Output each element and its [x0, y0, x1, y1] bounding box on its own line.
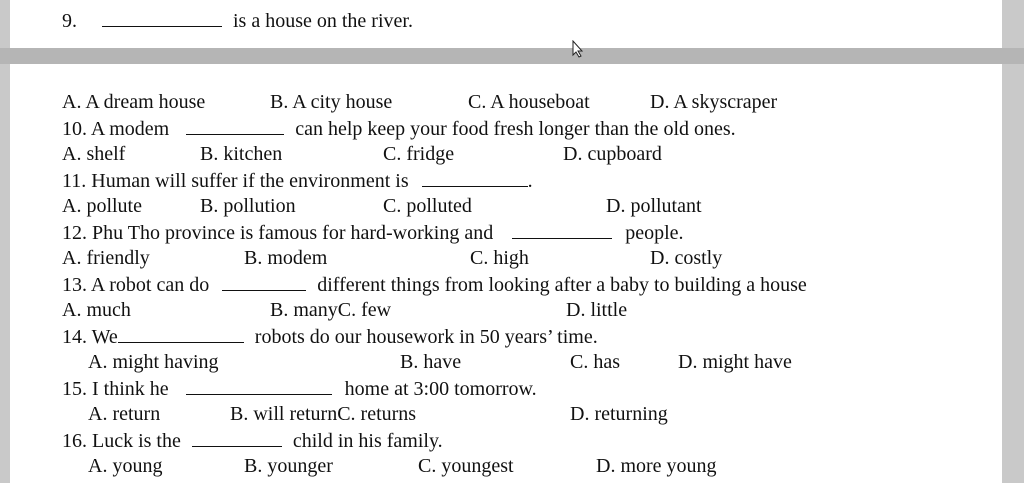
page-break-gap: [0, 48, 1024, 64]
answer-blank: [186, 376, 332, 395]
option-b[interactable]: B. kitchen: [200, 143, 283, 165]
option-c[interactable]: C. fridge: [383, 143, 455, 165]
answer-blank: [186, 116, 284, 135]
option-c[interactable]: C. A houseboat: [468, 91, 590, 113]
question-10: [62, 116, 736, 141]
option-d[interactable]: D. returning: [570, 403, 668, 425]
option-a[interactable]: A. might having: [88, 351, 219, 373]
option-b[interactable]: B. pollution: [200, 195, 296, 217]
question-number: 9.: [62, 10, 77, 32]
answer-blank: [102, 8, 222, 27]
question-11: [62, 168, 533, 193]
question-text: 16. Luck is the: [62, 430, 181, 452]
option-b[interactable]: B. A city house: [270, 91, 393, 113]
option-b[interactable]: B. have: [400, 351, 462, 373]
question-text: 13. A robot can do: [62, 274, 210, 296]
question-15: [62, 376, 537, 401]
option-a[interactable]: A. shelf: [62, 143, 126, 165]
option-c[interactable]: C. high: [470, 247, 529, 269]
answer-blank: [118, 324, 244, 343]
mouse-pointer-icon: [572, 40, 584, 58]
question-13: [62, 272, 807, 297]
question-text: different things from looking after a baby to building a house: [317, 274, 807, 296]
question-text: 11. Human will suffer if the environment is: [62, 170, 409, 192]
question-16: [62, 428, 443, 453]
answer-blank: [422, 168, 528, 187]
question-text: .: [527, 170, 533, 192]
option-a[interactable]: A. A dream house: [62, 91, 206, 113]
question-text: home at 3:00 tomorrow.: [344, 378, 537, 400]
option-c[interactable]: C. youngest: [418, 455, 514, 477]
option-d[interactable]: D. might have: [678, 351, 792, 373]
question-text: is a house on the river.: [233, 10, 413, 32]
option-d[interactable]: D. pollutant: [606, 195, 702, 217]
option-d[interactable]: D. costly: [650, 247, 723, 269]
question-9: [62, 8, 413, 33]
question-text: 15. I think he: [62, 378, 169, 400]
option-d[interactable]: D. little: [566, 299, 628, 321]
option-d[interactable]: D. more young: [596, 455, 717, 477]
answer-blank: [222, 272, 306, 291]
answer-blank: [512, 220, 612, 239]
question-14: [62, 324, 598, 349]
question-text: people.: [625, 222, 684, 244]
option-a[interactable]: A. young: [88, 455, 163, 477]
option-c[interactable]: C. polluted: [383, 195, 472, 217]
option-a[interactable]: A. return: [88, 403, 161, 425]
question-12: [62, 220, 684, 245]
option-c[interactable]: C. has: [570, 351, 620, 373]
option-b-c[interactable]: B. will returnC. returns: [230, 403, 417, 425]
question-text: can help keep your food fresh longer than the old ones.: [295, 118, 736, 140]
option-a[interactable]: A. friendly: [62, 247, 150, 269]
question-text: 14. We: [62, 326, 118, 348]
answer-blank: [192, 428, 282, 447]
option-a[interactable]: A. much: [62, 299, 131, 321]
option-d[interactable]: D. A skyscraper: [650, 91, 778, 113]
option-b[interactable]: B. younger: [244, 455, 333, 477]
question-text: robots do our housework in 50 years’ time.: [254, 326, 598, 348]
question-text: 12. Phu Tho province is famous for hard-working and: [62, 222, 494, 244]
option-d[interactable]: D. cupboard: [563, 143, 662, 165]
question-text: child in his family.: [292, 430, 443, 452]
option-b-c[interactable]: B. manyC. few: [270, 299, 392, 321]
question-text: 10. A modem: [62, 118, 170, 140]
option-b[interactable]: B. modem: [244, 247, 328, 269]
option-a[interactable]: A. pollute: [62, 195, 142, 217]
